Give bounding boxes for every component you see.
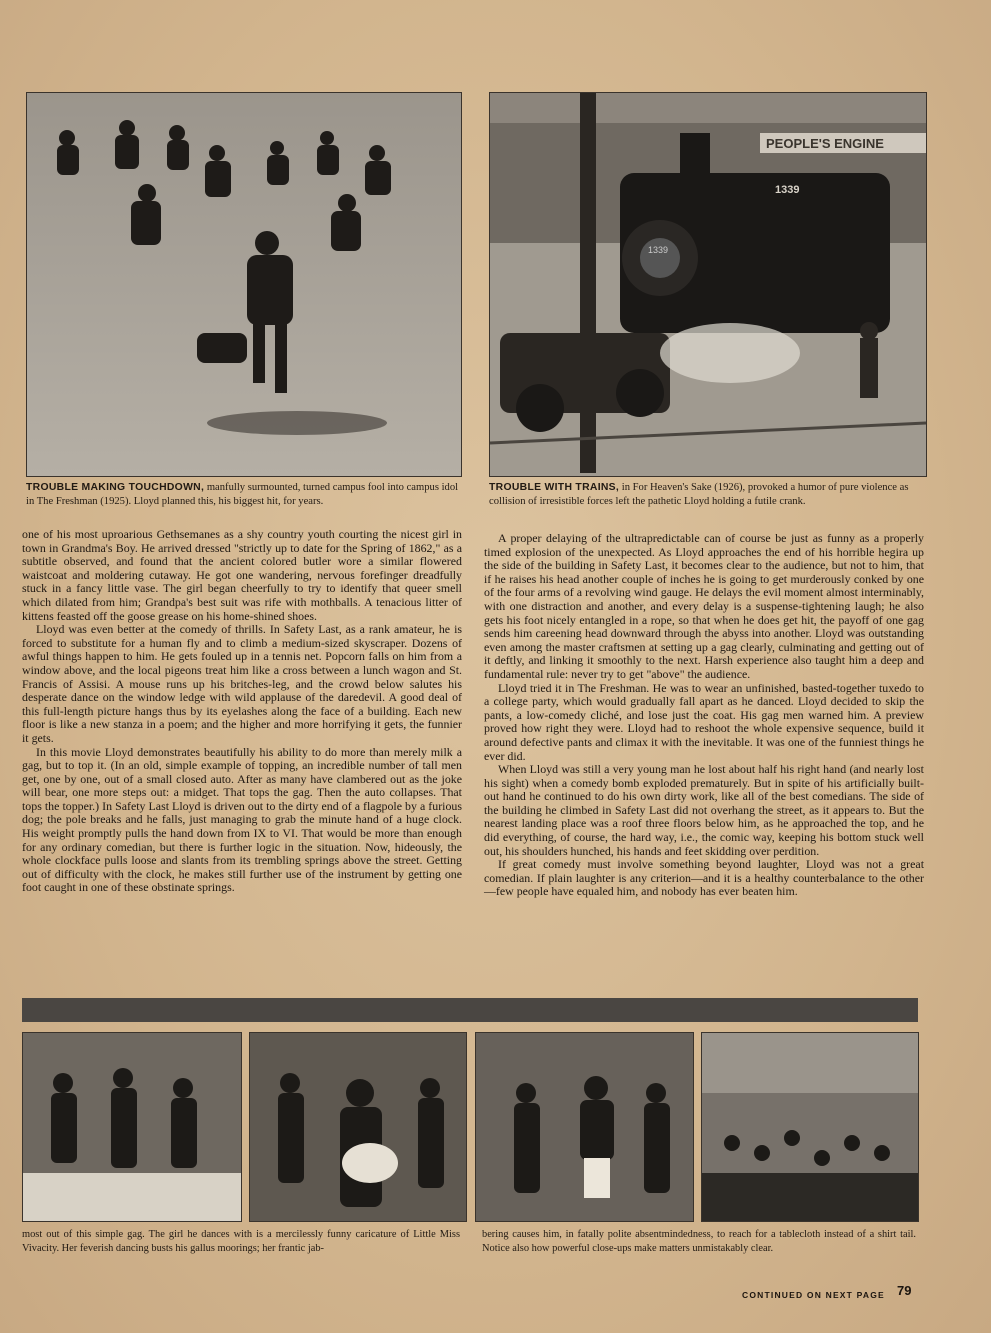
dance-photo-3 bbox=[475, 1032, 694, 1222]
touchdown-caption-lead: TROUBLE MAKING TOUCHDOWN, bbox=[26, 482, 205, 493]
locomotive-number-cab: 1339 bbox=[775, 184, 800, 196]
trains-caption-lead: TROUBLE WITH TRAINS, bbox=[489, 482, 620, 493]
train-sign-text: PEOPLE'S ENGINE bbox=[766, 136, 884, 151]
right-paragraph: A proper delaying of the ultrapredictable can of course be just as funny as a properly timed explosion of the unexpected. As Lloyd approaches the end of his horrible hegira up the side of the building in Safety Last, it becomes clear to the audience, but not to him, that if he raises his head another couple of inches he is going to get murderously conked by one of the four arms of a revolving wind gauge. He delays the evil moment almost interminably, with one distraction and another, and every delay is a suspense-tightening laugh; he also gets his foot nicely entangled in a rope, so that when he does get hit, the payoff of one gag sends him careening head downward through the abyss into another. Lloyd was outstanding even among the master craftsmen at setting up a gag clearly, culminating and getting out of it deftly, and linking it smoothly to the next. Harsh experience also taught him a deep and fundamental rule: never try to get "above" the audience. bbox=[484, 531, 924, 681]
bottom-caption-left: most out of this simple gag. The girl he dances with is a mercilessly funny caricature of Little Miss Vivacity. Her feverish dancing busts his gallus moorings; her frantic jab- bbox=[22, 1229, 460, 1254]
gray-header-band bbox=[22, 998, 918, 1022]
left-paragraph: one of his most uproarious Gethsemanes as a shy country youth courting the nicest girl in town in Grandma's Boy. He arrived dressed "strictly up to date for the Spring of 1862," as a subtitle observed, and found that the ancient colored butler wore a similar flowered waistcoat and moldering cutaway. He got one wandering, nervous forefinger dreadfully stuck in a fancy little vase. The girl began cheerfully to try to identify that queer smell which dilated from him; Grandpa's best suit was rife with mothballs. A tenacious litter of kittens feasted off the goose grease on his home-shined shoes. bbox=[22, 527, 462, 623]
locomotive-number-front: 1339 bbox=[648, 245, 669, 255]
continued-on-next-page: CONTINUED ON NEXT PAGE bbox=[742, 1290, 885, 1300]
trains-caption-text: in For Heaven's Sake (1926), provoked a humor of pure violence as collision of irresistible forces left the pathetic Lloyd holding a futile crank. bbox=[489, 482, 909, 507]
left-paragraph: Lloyd was even better at the comedy of thrills. In Safety Last, as a rank amateur, he is forced to substitute for a human fly and to climb a medium-sized skyscraper. Dozens of awful things happen to him. He gets fouled up in a tennis net. Popcorn falls on him from a window above, and the local pigeons treat him like a cross between a lunch wagon and St. Francis of Assisi. A mouse runs up his britches-leg, and the crowd below salutes his desperate dance on the window ledge with wild applause of the daredevil. A good deal of this full-length picture hangs thus by its eyelashes along the face of a building. Each new floor is like a new stanza in a poem; and the higher and more horrifying it gets, the funnier it gets. bbox=[22, 622, 462, 745]
dance-photo-2 bbox=[249, 1032, 467, 1222]
ballroom-photo bbox=[701, 1032, 919, 1222]
right-paragraph: If great comedy must involve something beyond laughter, Lloyd was not a great comedian. If plain laughter is any criterion—and it is a healthy counterbalance to the other—few people have equaled him, and nobody has ever beaten him. bbox=[484, 857, 924, 899]
page-number: 79 bbox=[897, 1283, 912, 1298]
right-paragraph: Lloyd tried it in The Freshman. He was to wear an unfinished, basted-together tuxedo to a college party, which would gradually fall apart as he danced. Lloyd decided to skip the pants, a low-comedy cliché, and lose just the coat. His gag men warned him. A preview proved how right they were. Lloyd had to reshoot the whole expensive sequence, build it around defective pants and climax it with the inevitable. It was one of the funniest things he ever did. bbox=[484, 680, 924, 763]
train-collision-photo bbox=[489, 92, 927, 477]
touchdown-caption-text: manfully surmounted, turned campus fool into campus idol in The Freshman (1925). Lloyd planned this, his biggest hit, for years. bbox=[26, 482, 459, 507]
left-paragraph: In this movie Lloyd demonstrates beautifully his ability to do more than merely milk a gag, but to top it. (In an old, simple example of topping, an incredible number of tall men get, one by one, out of a small closed auto. After as many have clambered out as the joke will bear, one more steps out: a midget. That tops the gag. Then the auto collapses. That tops the topper.) In Safety Last Lloyd is driven out to the dirty end of a flagpole by a furious dog; the pole breaks and he falls, just managing to grab the minute hand of a huge clock. His weight promptly pulls the hand down from IX to VI. That would be more than enough for any ordinary comedian, but there is further logic in the situation. Now, hideously, the whole clockface pulls loose and slants from its trembling springs above the street. Getting out of difficulty with the clock, he makes still further use of the instrument by getting one foot caught in one of these obstinate springs. bbox=[22, 744, 462, 895]
bottom-caption-right: bering causes him, in fatally polite absentmindedness, to reach for a tablecloth instead of a shirt tail. Notice also how powerful close-ups make matters unmistakably clear. bbox=[482, 1229, 916, 1254]
dance-photo-1 bbox=[22, 1032, 242, 1222]
right-paragraph: When Lloyd was still a very young man he lost about half his right hand (and nearly lost his sight) when a comedy bomb exploded prematurely. But in spite of his artificially built-out hand he continued to do his own dirty work, like all of the best comedians. The side of the building he climbed in Safety Last did not overhang the street, as it appears to. But the nearest landing place was a roof three floors below him, as he approached the top, and he did everything, of course, the hard way, i.e., the comic way, keeping his bottom stuck well out, his shoulders hunched, his hands and feet skidding over perdition. bbox=[484, 762, 924, 858]
touchdown-caption bbox=[26, 481, 466, 509]
trains-caption bbox=[489, 481, 929, 509]
article-left-column bbox=[22, 528, 462, 895]
article-right-column bbox=[484, 532, 924, 899]
football-photo bbox=[26, 92, 462, 477]
